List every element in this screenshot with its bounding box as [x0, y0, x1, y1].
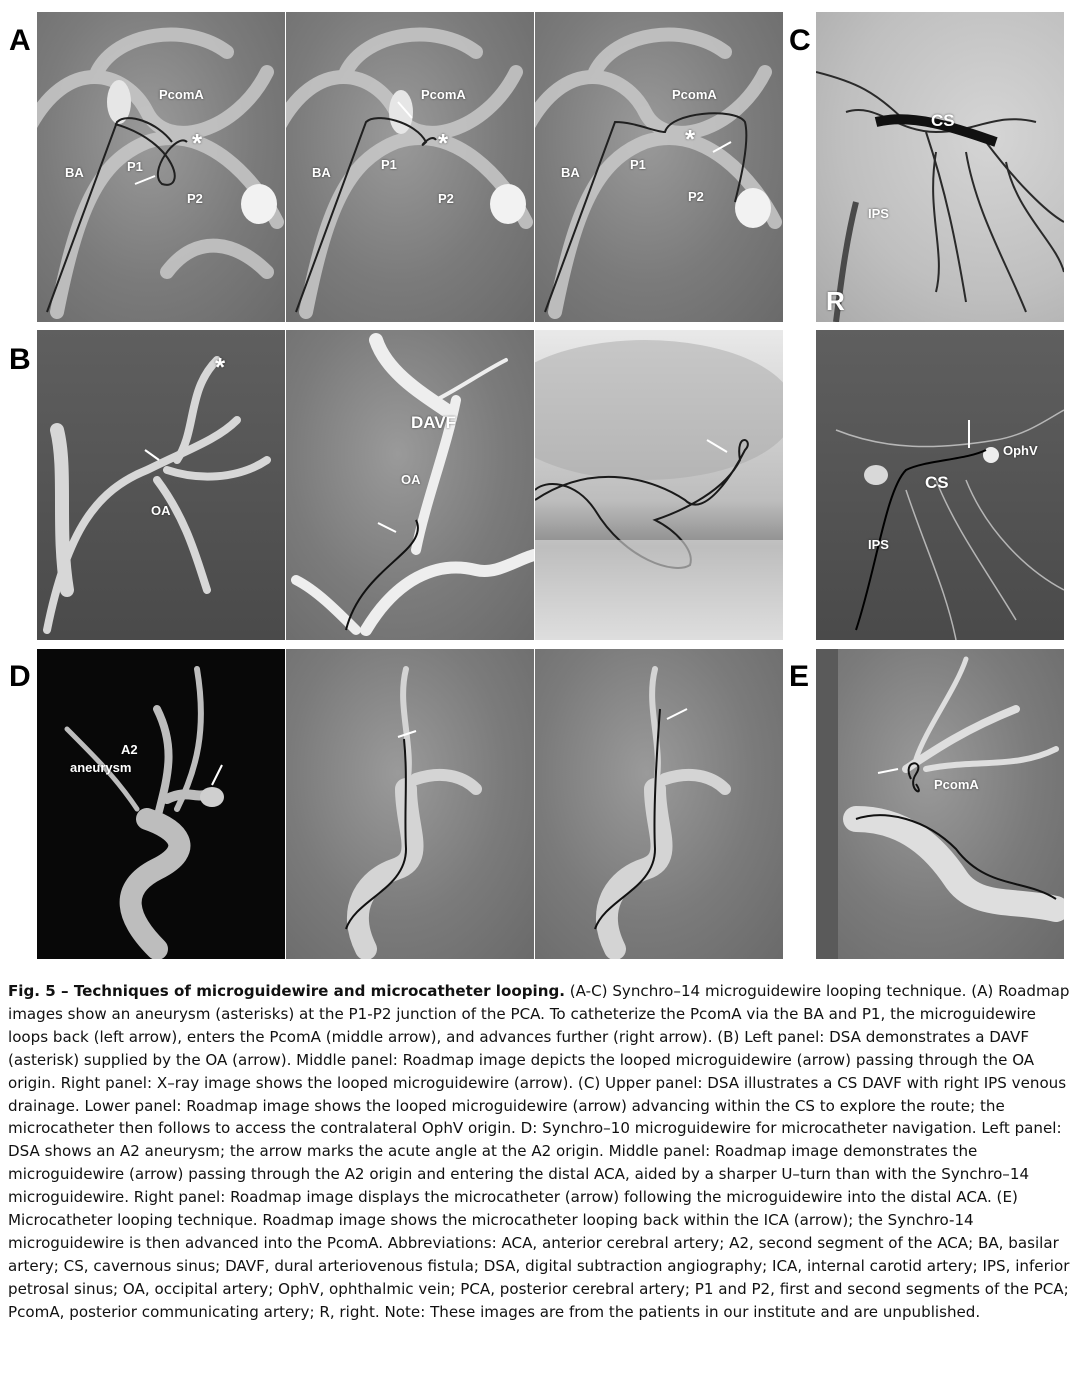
vessel-drawing [535, 649, 783, 959]
label-p2: P2 [187, 191, 203, 206]
label-oa: OA [401, 472, 421, 487]
panel-b-middle-image [286, 330, 534, 640]
label-ips: IPS [868, 206, 889, 221]
panel-b-right-image [535, 330, 783, 640]
label-ips: IPS [868, 537, 889, 552]
label-cs: CS [931, 111, 955, 130]
vessel-3d-drawing [37, 649, 285, 959]
panel-d-right-image [535, 649, 783, 959]
asterisk-marker: * [192, 128, 203, 158]
label-pcoma: PcomA [159, 87, 204, 102]
vessel-drawing [37, 330, 285, 640]
panel-c-lower-image [816, 330, 1064, 640]
label-davf: DAVF [411, 413, 457, 432]
panel-b-left-image [37, 330, 285, 640]
label-p1: P1 [630, 157, 646, 172]
figure-caption [8, 980, 1074, 1324]
label-r: R [826, 286, 845, 316]
label-pcoma: PcomA [934, 777, 979, 792]
panel-letter-b: B [9, 343, 31, 376]
vessel-drawing [816, 649, 1064, 959]
label-pcoma: PcomA [672, 87, 717, 102]
label-p2: P2 [688, 189, 704, 204]
vessel-drawing [286, 649, 534, 959]
panel-letter-c: C [789, 24, 811, 57]
vessel-drawing [816, 12, 1064, 322]
label-aneurysm: aneurysm [70, 760, 132, 775]
label-a2: A2 [121, 742, 138, 757]
xray-drawing [535, 330, 783, 640]
label-ba: BA [561, 165, 580, 180]
label-p1: P1 [127, 159, 143, 174]
panel-a-left-image [37, 12, 285, 322]
asterisk-marker: * [438, 128, 449, 158]
panel-c-upper-image [816, 12, 1064, 322]
label-p2: P2 [438, 191, 454, 206]
panel-a-right-image [535, 12, 783, 322]
caption-label: Fig. 5 – Techniques of microguidewire and microcatheter looping. [8, 982, 565, 1000]
label-cs: CS [925, 473, 949, 492]
label-ba: BA [65, 165, 84, 180]
caption-text: (A-C) Synchro–14 microguidewire looping technique. (A) Roadmap images show an aneurysm (asterisks) at the P1-P2 junction of the PCA. To catheterize the PcomA via the BA and P1, the microguidewire loops back (left arrow), enters the PcomA (middle arrow), and advances further (right arrow). (B) Left panel: DSA demonstrates a DAVF (asterisk) supplied by the OA (arrow). Middle panel: Roadmap image depicts the looped microguidewire (arrow) passing through the OA origin. Right panel: X–ray image shows the looped microguidewire (arrow). (C) Upper panel: DSA illustrates a CS DAVF with right IPS venous drainage. Lower panel: Roadmap image shows the looped microguidewire (arrow) advancing within the CS to explore the route; the microcatheter then follows to access the contralateral OphV origin. D: Synchro–10 microguidewire for microcatheter navigation. Left panel: DSA shows an A2 aneurysm; the arrow marks the acute angle at the A2 origin. Middle panel: Roadmap image demonstrates the microguidewire (arrow) passing through the A2 origin and entering the distal ACA, aided by a sharper U–turn than with the Synchro–14 microguidewire. Right panel: Roadmap image displays the microcatheter (arrow) following the microguidewire into the distal ACA. (E) Microcatheter looping technique. Roadmap image shows the microcatheter looping back within the ICA (arrow); the Synchro-14 microguidewire is then advanced into the PcomA. Abbreviations: ACA, anterior cerebral artery; A2, second segment of the ACA; BA, basilar artery; CS, cavernous sinus; DAVF, dural arteriovenous fistula; DSA, digital subtraction angiography; ICA, internal carotid artery; IPS, inferior petrosal sinus; OA, occipital artery; OphV, ophthalmic vein; PCA, posterior cerebral artery; P1 and P2, first and second segments of the PCA; PcomA, posterior communicating artery; R, right. Note: These images are from the patients in our institute and are unpublished. [8, 982, 1070, 1321]
asterisk-marker: * [685, 124, 696, 154]
label-ba: BA [312, 165, 331, 180]
panel-d-middle-image [286, 649, 534, 959]
label-ophv: OphV [1003, 443, 1038, 458]
panel-letter-d: D [9, 660, 31, 693]
label-oa: OA [151, 503, 171, 518]
panel-d-left-image [37, 649, 285, 959]
label-pcoma: PcomA [421, 87, 466, 102]
panel-e-image [816, 649, 1064, 959]
panel-letter-e: E [789, 660, 810, 693]
asterisk-marker: * [215, 352, 226, 382]
label-p1: P1 [381, 157, 397, 172]
panel-letter-a: A [9, 24, 31, 57]
panel-a-middle-image [286, 12, 534, 322]
